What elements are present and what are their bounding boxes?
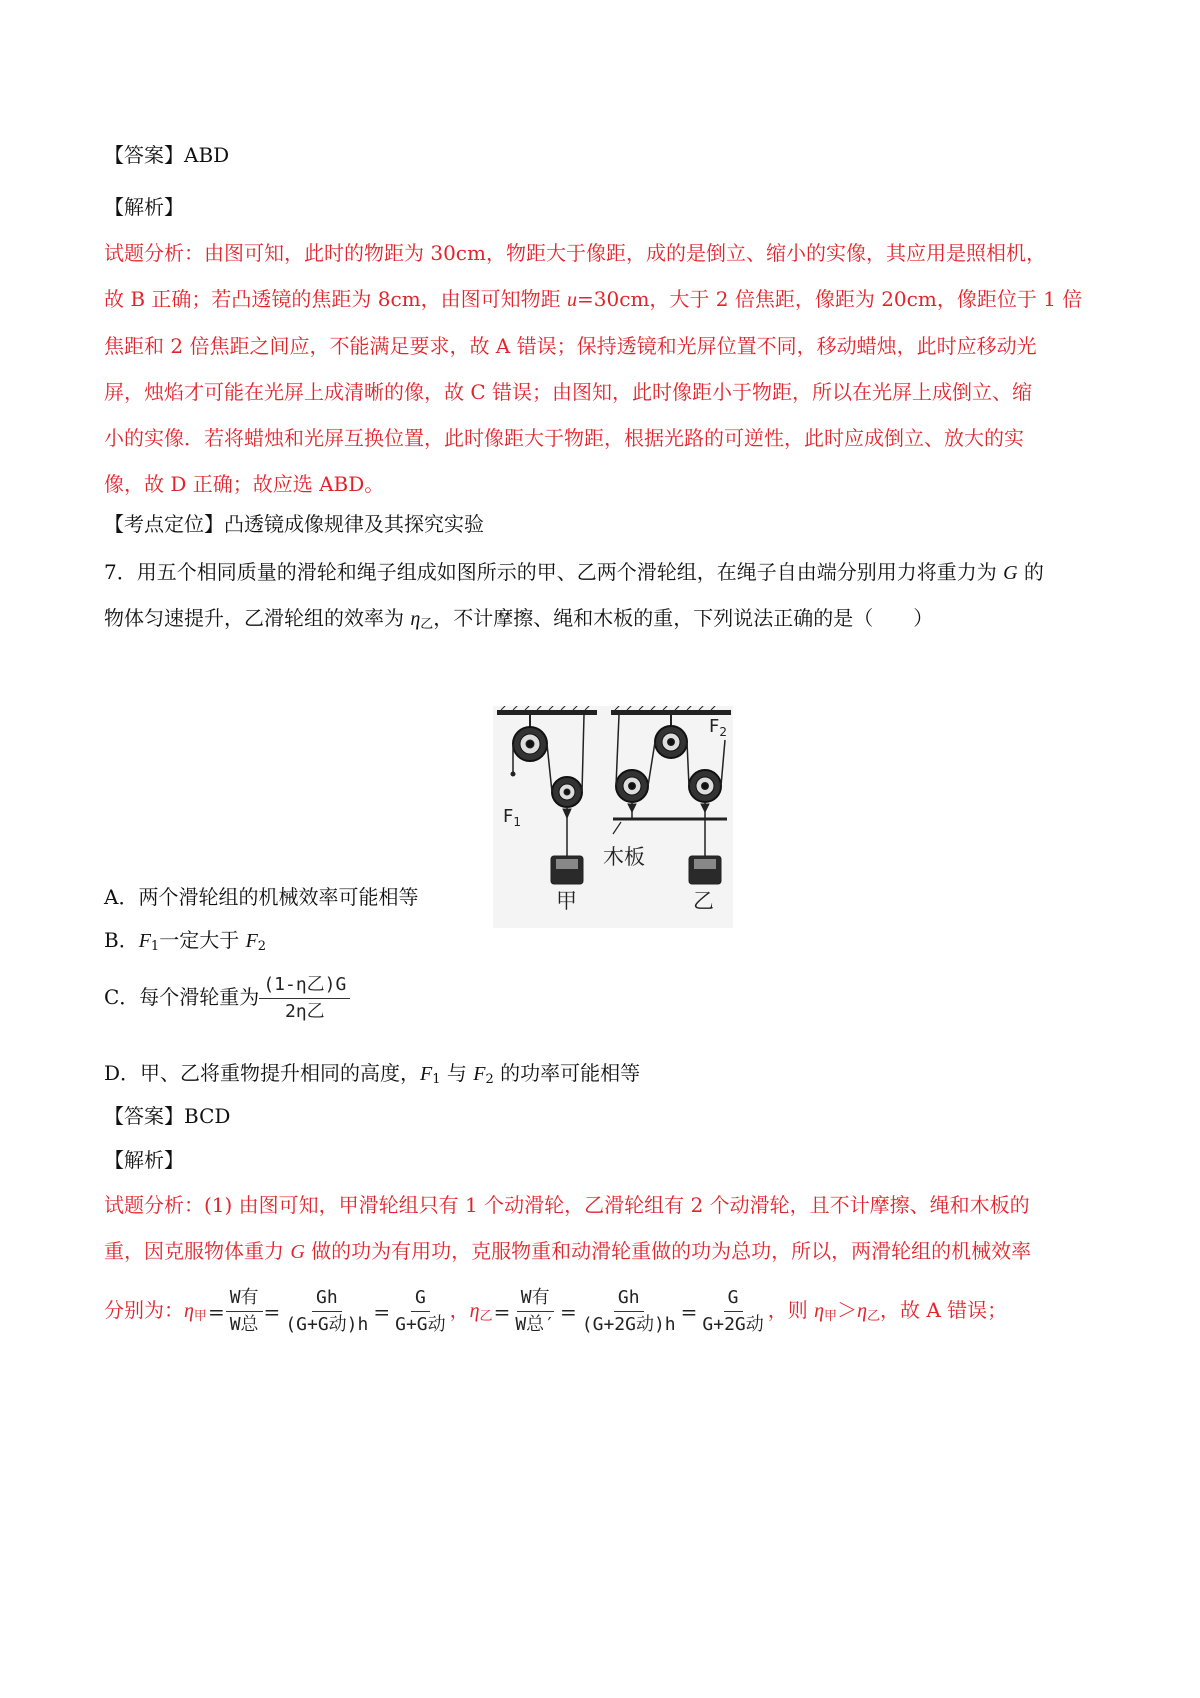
q7-stem-line-2 xyxy=(104,604,933,639)
var-eta: η xyxy=(184,1300,194,1322)
answer-label: 【答案】 xyxy=(104,143,184,167)
fraction-numerator: Gh xyxy=(312,1287,342,1312)
var-eta: η xyxy=(469,1300,480,1322)
fraction-numerator: W有 xyxy=(517,1287,554,1312)
label-jia: 甲 xyxy=(556,889,577,913)
q6-answer xyxy=(104,141,229,169)
q6-analysis-line-1: 试题分析：由图可知，此时的物距为 30cm，物距大于像距，成的是倒立、缩小的实像，其应用是照相机， xyxy=(104,241,1046,265)
var-G: G xyxy=(290,1241,305,1263)
fraction-5 xyxy=(578,1287,680,1336)
equals-sign: = xyxy=(207,1299,225,1324)
label-F1: $F_1$ xyxy=(503,806,521,829)
var-eta: η xyxy=(410,608,421,630)
q6-analysis-line-2 xyxy=(104,276,1100,323)
text-span: 物体匀速提升，乙滑轮组的效率为 xyxy=(104,606,411,630)
q7-analysis-line-2 xyxy=(104,1237,1031,1266)
fraction-numerator: G xyxy=(411,1287,430,1312)
analysis-label: 【解析】 xyxy=(104,195,184,219)
text-span: 的 xyxy=(1017,560,1044,584)
equals-sign: = xyxy=(373,1299,391,1324)
q7-analysis-label xyxy=(104,1146,184,1174)
fraction-2 xyxy=(281,1287,372,1336)
q7-analysis-line-1: 试题分析：(1) 由图可知，甲滑轮组只有 1 个动滑轮，乙滑轮组有 2 个动滑轮，且不计摩擦、绳和木板的 xyxy=(104,1193,1030,1217)
q7-option-d xyxy=(104,1059,640,1094)
fraction-denominator: (G+2G动)h xyxy=(581,1314,676,1335)
answer-value: BCD xyxy=(184,1104,231,1128)
answer-value: ABD xyxy=(184,143,230,167)
fraction-3 xyxy=(391,1287,450,1336)
var-F2: F xyxy=(473,1063,486,1085)
var-u: u xyxy=(567,289,578,311)
equals-sign: = xyxy=(560,1299,577,1324)
q6-analysis-line-6: 像，故 D 正确；故应选 ABD。 xyxy=(104,472,385,496)
answer-label: 【答案】 xyxy=(104,1104,184,1128)
q6-analysis-label xyxy=(104,193,184,221)
point-value: 凸透镜成像规律及其探究实验 xyxy=(224,512,484,536)
text-span: D．甲、乙将重物提升相同的高度， xyxy=(104,1061,421,1085)
fraction-denominator: G+2G动 xyxy=(702,1314,764,1335)
sub-1: 1 xyxy=(432,1072,441,1087)
q6-analysis-line-3: 焦距和 2 倍焦距之间应，不能满足要求，故 A 错误；保持透镜和光屏位置不同，移动蜡烛，此时应移动光 xyxy=(104,334,1037,358)
pulley-figure xyxy=(493,706,733,928)
sub-yi: 乙 xyxy=(479,1309,493,1324)
text-span: 重，因克服物体重力 xyxy=(104,1239,291,1263)
fraction-denominator: 2η乙 xyxy=(284,1001,325,1022)
fraction-numerator: W有 xyxy=(226,1287,263,1312)
fraction-numerator: (1-η乙)G xyxy=(259,974,350,999)
fraction-numerator: G xyxy=(724,1287,743,1312)
q7-answer xyxy=(104,1102,230,1130)
q7-option-b xyxy=(104,926,266,961)
point-label: 【考点定位】 xyxy=(104,512,224,536)
analysis-label: 【解析】 xyxy=(104,1148,184,1172)
text-span: 故 B 正确；若凸透镜的焦距为 8cm，由图可知物距 xyxy=(104,287,568,311)
sub-2: 2 xyxy=(257,939,267,954)
text-span: ，故 A 错误； xyxy=(880,1298,1008,1322)
equals-sign: = xyxy=(263,1299,281,1324)
sub-jia: 甲 xyxy=(824,1309,838,1324)
greater-than: ＞ xyxy=(837,1298,858,1322)
q7-option-a: A．两个滑轮组的机械效率可能相等 xyxy=(104,885,419,909)
label-F2: $F_2$ xyxy=(709,716,727,739)
fraction-1 xyxy=(226,1287,263,1336)
sub-1: 1 xyxy=(150,939,160,954)
var-F1: F xyxy=(138,930,151,952)
q6-analysis-line-5: 小的实像．若将蜡烛和光屏互换位置，此时像距大于物距，根据光路的可逆性，此时应成倒立、放大的实 xyxy=(104,426,1024,450)
q7-stem-line-1 xyxy=(104,558,1044,587)
text-span: ，不计摩擦、绳和木板的重，下列说法正确的是（ ） xyxy=(433,606,934,630)
q6-key-point xyxy=(104,510,484,538)
fraction-6 xyxy=(698,1287,767,1336)
fraction-pulley-weight xyxy=(259,974,350,1023)
text-span: 7．用五个相同质量的滑轮和绳子组成如图所示的甲、乙两个滑轮组，在绳子自由端分别用力将重力为 xyxy=(104,560,1004,584)
text-span: ，则 xyxy=(767,1298,815,1322)
q6-analysis-text xyxy=(104,230,1100,507)
var-F1: F xyxy=(420,1063,433,1085)
text-span: 做的功为有用功，克服物重和动滑轮重做的功为总功，所以，两滑轮组的机械效率 xyxy=(304,1239,1032,1263)
label-yi: 乙 xyxy=(693,889,714,913)
sub-yi: 乙 xyxy=(866,1309,880,1324)
label-board: 木板 xyxy=(603,845,645,869)
equals-sign: = xyxy=(493,1299,511,1324)
fraction-4 xyxy=(511,1287,559,1336)
q7-analysis-line-3-efficiency xyxy=(104,1284,1007,1343)
text-span: 与 xyxy=(440,1061,474,1085)
sub-jia: 甲 xyxy=(193,1309,207,1324)
fraction-denominator: W总 xyxy=(229,1314,259,1335)
sub-yi: 乙 xyxy=(420,617,434,632)
text-span: B． xyxy=(104,928,139,952)
var-eta: η xyxy=(857,1300,867,1322)
sub-2: 2 xyxy=(485,1072,494,1087)
text-span: 的功率可能相等 xyxy=(493,1061,641,1085)
text-span: C．每个滑轮重为 xyxy=(104,985,260,1009)
var-F2: F xyxy=(245,930,258,952)
fraction-denominator: W总′ xyxy=(515,1314,556,1335)
fraction-denominator: G+G动 xyxy=(395,1314,446,1335)
fraction-denominator: (G+G动)h xyxy=(285,1314,369,1335)
text-span: 分别为： xyxy=(104,1298,184,1322)
text-span: =30cm，大于 2 倍焦距，像距为 20cm，像距位于 1 倍 xyxy=(577,287,1083,311)
text-span: ， xyxy=(449,1298,470,1322)
q7-option-c xyxy=(104,973,350,1023)
fraction-numerator: Gh xyxy=(614,1287,644,1312)
equals-sign: = xyxy=(680,1299,698,1324)
var-G: G xyxy=(1003,562,1018,584)
var-eta: η xyxy=(814,1300,825,1322)
text-span: 一定大于 xyxy=(159,928,246,952)
q6-analysis-line-4: 屏，烛焰才可能在光屏上成清晰的像，故 C 错误；由图知，此时像距小于物距，所以在光屏上成倒立、缩 xyxy=(104,380,1033,404)
